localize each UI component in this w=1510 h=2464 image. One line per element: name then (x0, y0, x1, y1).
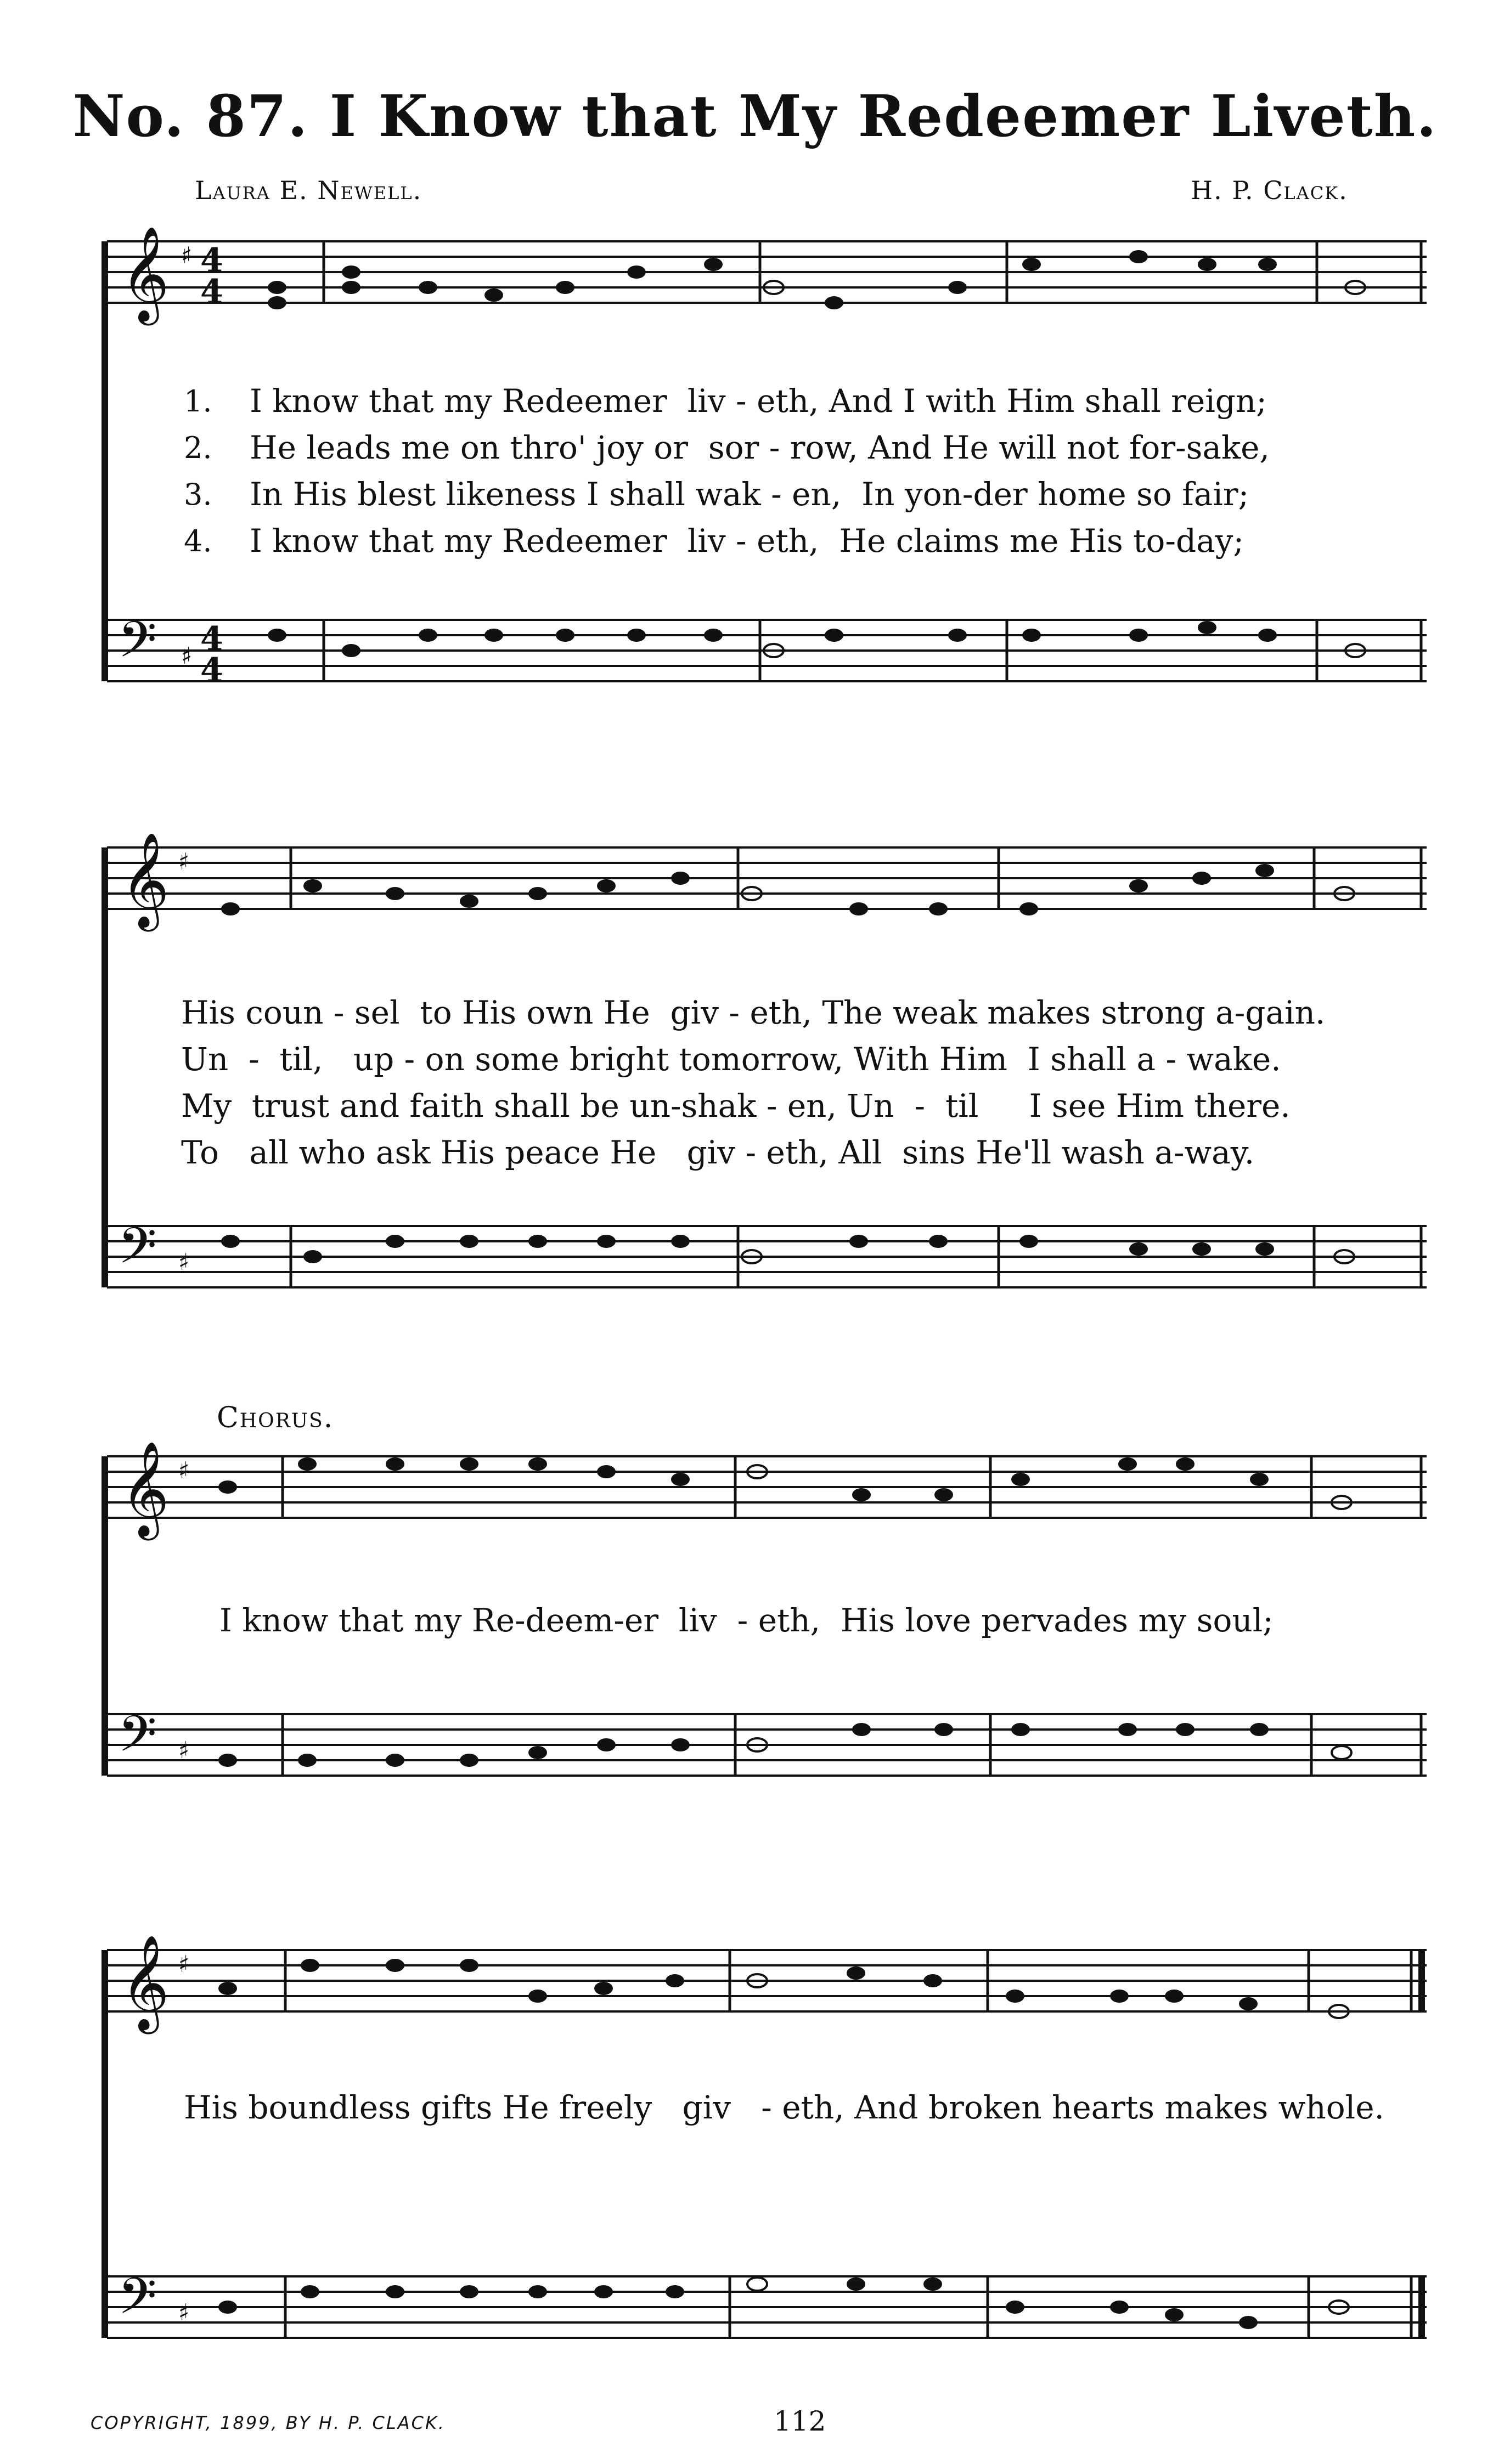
svg-text:4: 4 (200, 651, 223, 690)
verse-number: 2. (184, 431, 212, 465)
verse-line: Un - til, up - on some bright tomorrow, With Him I shall a - wake. (181, 1041, 1281, 1078)
svg-text:♯: ♯ (178, 2299, 190, 2326)
verse-line: I know that my Redeemer liv - eth, And I with Him shall reign; (250, 382, 1267, 420)
verse-number: 3. (184, 477, 212, 512)
verse-line: I know that my Redeemer liv - eth, He claims me His to-day; (250, 522, 1244, 560)
chorus-line: I know that my Re-deem-er liv - eth, His love pervades my soul; (219, 1602, 1274, 1639)
verse-number: 4. (184, 524, 212, 558)
bass-clef-icon: 𝄢 (118, 2267, 157, 2337)
svg-text:♯: ♯ (181, 242, 193, 269)
treble-clef-icon: 𝄞 (121, 1935, 170, 2030)
hymn-title: No. 87. I Know that My Redeemer Liveth. (72, 82, 1438, 150)
verse-line: To all who ask His peace He giv - eth, All sins He'll wash a-way. (181, 1134, 1255, 1171)
author-credit: Laura E. Newell. (195, 176, 422, 205)
verse-line: His coun - sel to His own He giv - eth, The weak makes strong a-gain. (181, 994, 1326, 1031)
svg-text:♯: ♯ (178, 1248, 190, 1275)
system-1 (0, 0, 1510, 690)
chorus-label: Chorus. (217, 1401, 334, 1434)
treble-clef-icon: 𝄞 (121, 226, 170, 321)
bass-clef-icon: 𝄢 (118, 1217, 157, 1287)
svg-text:4: 4 (200, 620, 223, 658)
treble-clef-icon: 𝄞 (121, 832, 170, 928)
bass-clef-icon: 𝄢 (118, 611, 157, 681)
treble-clef-icon: 𝄞 (121, 1441, 170, 1536)
svg-text:4: 4 (200, 273, 223, 311)
svg-text:4: 4 (200, 241, 223, 280)
verse-number: 1. (184, 384, 212, 419)
svg-text:♯: ♯ (178, 848, 190, 875)
chorus-line: His boundless gifts He freely giv - eth, And broken hearts makes whole. (184, 2089, 1384, 2126)
page-number: 112 (774, 2405, 826, 2437)
composer-credit: H. P. Clack. (1191, 176, 1348, 205)
copyright-notice: COPYRIGHT, 1899, BY H. P. CLACK. (91, 2412, 446, 2433)
svg-text:♯: ♯ (181, 642, 193, 669)
verse-line: He leads me on thro' joy or sor - row, And He will not for-sake, (250, 429, 1270, 466)
svg-text:♯: ♯ (178, 1737, 190, 1764)
system-3 (0, 1207, 1510, 1775)
svg-text:♯: ♯ (178, 1951, 190, 1977)
bass-clef-icon: 𝄢 (118, 1705, 157, 1775)
verse-line: In His blest likeness I shall wak - en, In yon-der home so fair; (250, 476, 1249, 513)
verse-line: My trust and faith shall be un-shak - en, Un - til I see Him there. (181, 1087, 1291, 1124)
svg-text:♯: ♯ (178, 1457, 190, 1484)
system-4 (0, 1695, 1510, 2337)
